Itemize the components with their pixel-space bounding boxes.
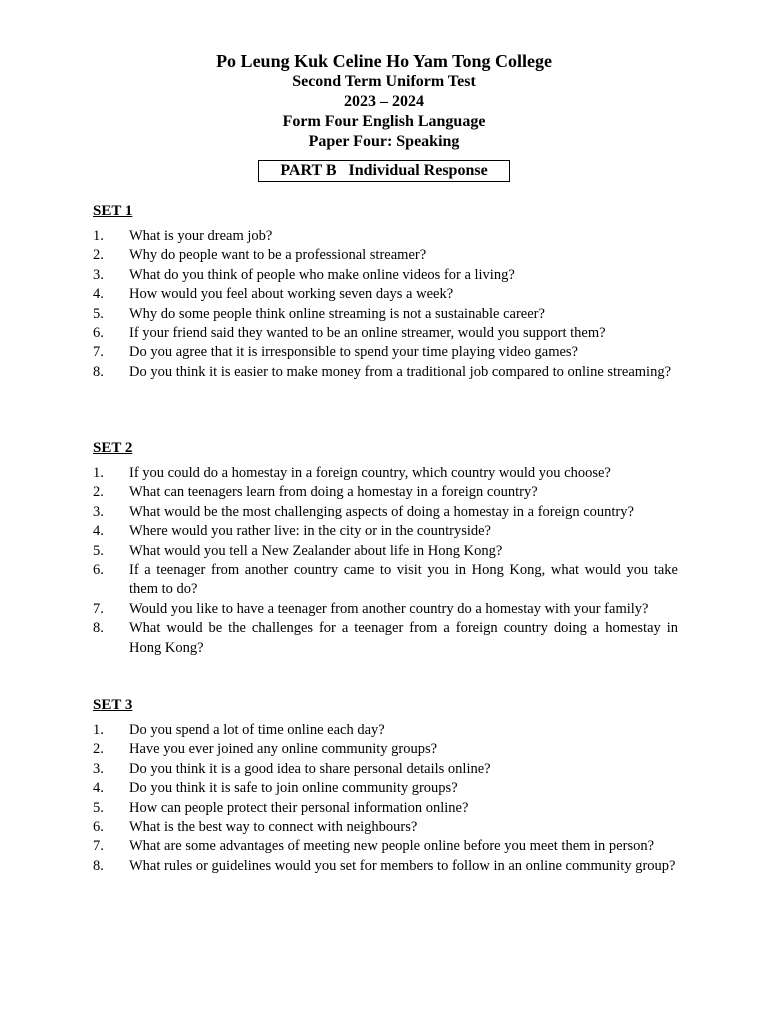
question-item (93, 285, 678, 304)
test-name: Second Term Uniform Test (292, 73, 476, 90)
set-title: SET 2 (93, 440, 133, 456)
question-text: What would be the challenges for a teenager from a foreign country doing a homestay in Hong Kong? (129, 620, 678, 656)
question-number: 6. (93, 819, 104, 836)
question-set (93, 202, 678, 382)
question-text: Do you agree that it is irresponsible to spend your time playing video games? (129, 344, 578, 361)
question-number: 4. (93, 286, 104, 303)
question-text: What rules or guidelines would you set for members to follow in an online community group? (129, 857, 676, 874)
question-number: 8. (93, 363, 104, 380)
question-text: Do you think it is easier to make money from a traditional job compared to online streaming? (129, 363, 672, 380)
question-text: Have you ever joined any online community groups? (129, 741, 438, 758)
question-text: What would you tell a New Zealander about life in Hong Kong? (129, 542, 503, 559)
question-number: 7. (93, 838, 104, 855)
document-header (0, 50, 768, 152)
question-text: Why do people want to be a professional streamer? (129, 247, 427, 264)
question-item (93, 542, 678, 561)
question-number: 7. (93, 344, 104, 361)
question-text: How can people protect their personal information online? (129, 799, 469, 816)
set-title: SET 1 (93, 203, 133, 219)
question-text: What can teenagers learn from doing a homestay in a foreign country? (129, 484, 538, 501)
question-item (93, 799, 678, 818)
question-text: Do you think it is safe to join online community groups? (129, 780, 458, 797)
question-number: 5. (93, 542, 104, 559)
question-item (93, 343, 678, 362)
question-text: Would you like to have a teenager from another country do a homestay with your family? (129, 600, 649, 617)
question-text: What are some advantages of meeting new people online before you meet them in person? (129, 838, 655, 855)
subject-name: Form Four English Language (282, 113, 486, 130)
question-item (93, 619, 678, 658)
part-title-box: PART B Individual Response (258, 160, 510, 182)
question-item (93, 503, 678, 522)
question-number: 4. (93, 780, 104, 797)
question-number: 3. (93, 503, 104, 520)
question-number: 5. (93, 799, 104, 816)
question-text: Why do some people think online streaming is not a sustainable career? (129, 305, 545, 322)
question-text: How would you feel about working seven days a week? (129, 286, 454, 303)
question-item (93, 857, 678, 876)
question-number: 8. (93, 620, 104, 637)
question-item (93, 818, 678, 837)
question-item (93, 600, 678, 619)
question-item (93, 305, 678, 324)
question-number: 6. (93, 325, 104, 342)
question-set (93, 439, 678, 658)
question-text: Where would you rather live: in the city or in the countryside? (129, 523, 491, 540)
question-item (93, 483, 678, 502)
question-number: 7. (93, 600, 104, 617)
paper-name: Paper Four: Speaking (308, 133, 460, 150)
question-item (93, 464, 678, 483)
question-item (93, 561, 678, 600)
question-item (93, 324, 678, 343)
question-item (93, 779, 678, 798)
question-number: 6. (93, 562, 104, 579)
question-number: 3. (93, 266, 104, 283)
question-text: What is your dream job? (129, 228, 273, 244)
question-item (93, 266, 678, 285)
question-set (93, 696, 678, 876)
question-text: If you could do a homestay in a foreign country, which country would you choose? (129, 465, 611, 481)
question-item (93, 363, 678, 382)
question-number: 2. (93, 247, 104, 264)
question-text: What is the best way to connect with neighbours? (129, 819, 418, 836)
question-text: Do you spend a lot of time online each day? (129, 722, 385, 738)
question-number: 1. (93, 722, 104, 738)
question-item (93, 760, 678, 779)
question-text: If your friend said they wanted to be an online streamer, would you support them? (129, 325, 606, 342)
question-item (93, 227, 678, 246)
question-number: 4. (93, 523, 104, 540)
question-number: 8. (93, 857, 104, 874)
question-item (93, 721, 678, 740)
question-text: If a teenager from another country came to visit you in Hong Kong, what would you take them to do? (129, 562, 678, 598)
question-number: 1. (93, 465, 104, 481)
question-number: 2. (93, 741, 104, 758)
question-item (93, 522, 678, 541)
question-item (93, 740, 678, 759)
question-text: What would be the most challenging aspects of doing a homestay in a foreign country? (129, 503, 634, 520)
question-item (93, 837, 678, 856)
question-text: Do you think it is a good idea to share personal details online? (129, 760, 491, 777)
question-item (93, 246, 678, 265)
question-text: What do you think of people who make online videos for a living? (129, 266, 515, 283)
school-name: Po Leung Kuk Celine Ho Yam Tong College (216, 51, 552, 71)
question-number: 2. (93, 484, 104, 501)
question-number: 1. (93, 228, 104, 244)
academic-year: 2023 – 2024 (344, 93, 424, 110)
question-number: 3. (93, 760, 104, 777)
set-title: SET 3 (93, 697, 133, 713)
question-number: 5. (93, 305, 104, 322)
